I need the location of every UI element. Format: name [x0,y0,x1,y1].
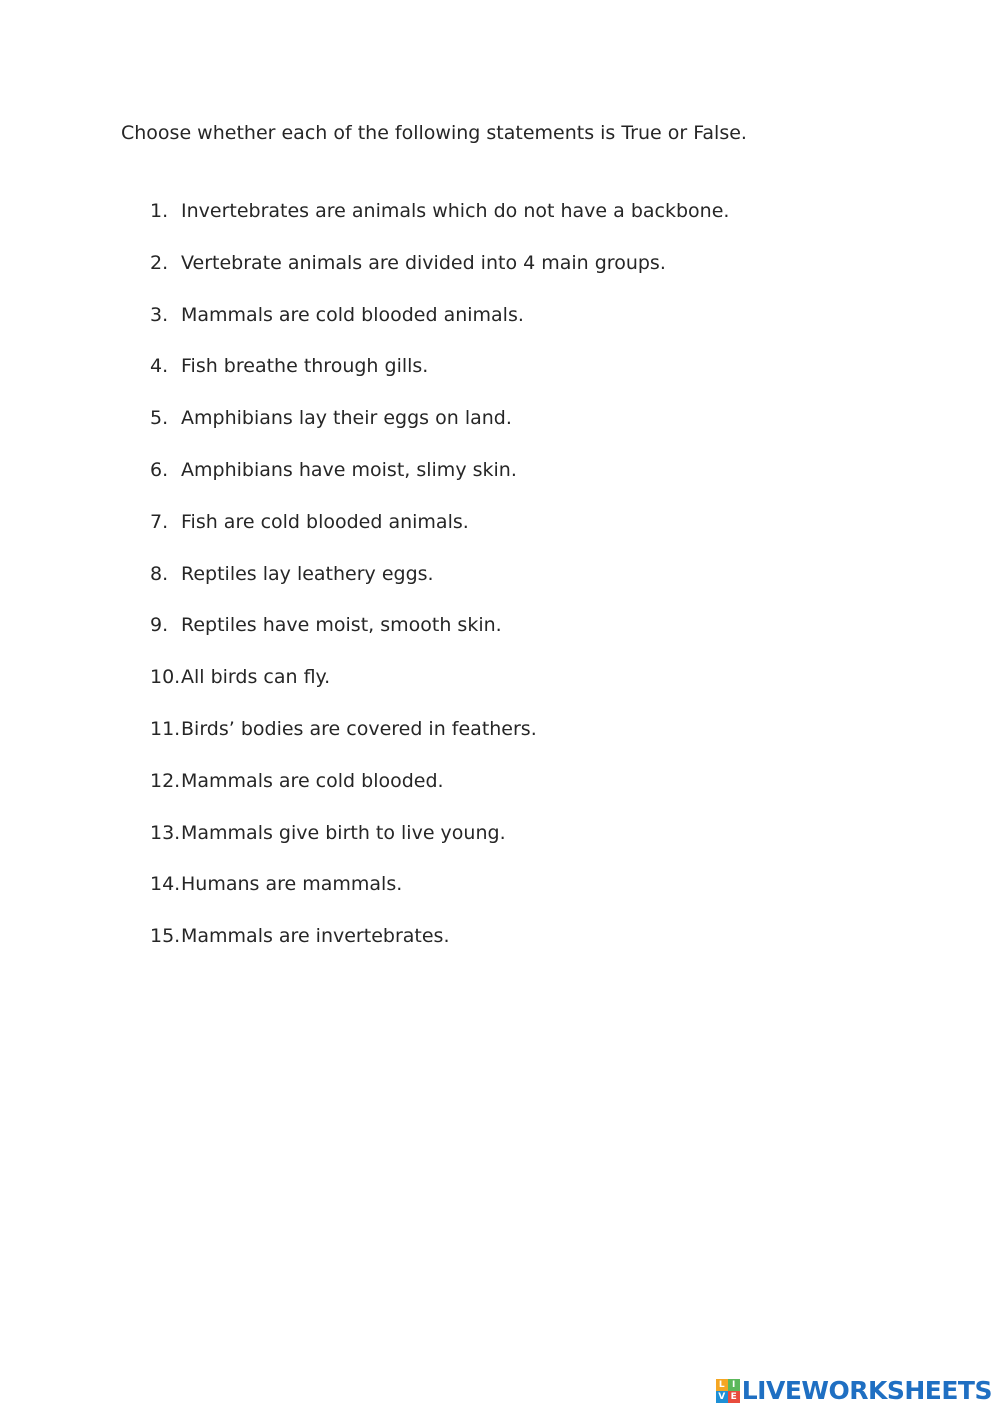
statement-text: Fish breathe through gills. [181,355,429,378]
statement-list [150,198,729,975]
statement-item [150,820,729,872]
statement-number: 15. [150,925,181,948]
logo-letter: V [716,1391,728,1403]
statement-text: Humans are mammals. [181,873,403,896]
statement-text: Mammals are cold blooded animals. [181,303,524,326]
statement-item [150,457,729,509]
logo-letter: L [716,1379,728,1391]
statement-item [150,664,729,716]
statement-text: Invertebrates are animals which do not have a backbone. [181,200,730,222]
logo-letter: I [728,1379,740,1391]
statement-text: Mammals give birth to live young. [181,821,506,844]
statement-number: 13. [150,821,181,844]
statement-number: 6. [150,458,169,481]
statement-text: Mammals are invertebrates. [181,925,450,948]
statement-text: Reptiles have moist, smooth skin. [181,614,502,637]
statement-number: 3. [150,303,169,326]
statement-item [150,768,729,820]
statement-number: 9. [150,614,169,637]
statement-number: 10. [150,666,181,689]
statement-number: 8. [150,562,169,585]
statement-text: Amphibians lay their eggs on land. [181,407,512,430]
liveworksheets-logo-icon [716,1379,740,1403]
brand-name: LIVEWORKSHEETS [741,1376,992,1405]
statement-number: 7. [150,510,169,533]
statement-text: All birds can fly. [181,666,331,689]
statement-text: Amphibians have moist, slimy skin. [181,458,517,481]
statement-item [150,871,729,923]
statement-item [150,405,729,457]
statement-text: Vertebrate animals are divided into 4 main groups. [181,251,666,274]
statement-item [150,561,729,613]
statement-item [150,250,729,302]
statement-number: 2. [150,251,169,274]
liveworksheets-brand [716,1376,992,1406]
statement-number: 14. [150,873,181,896]
statement-text: Birds’ bodies are covered in feathers. [181,717,537,740]
statement-item [150,198,729,250]
statement-item [150,612,729,664]
worksheet-instruction: Choose whether each of the following statements is True or False. [121,122,747,144]
statement-item [150,353,729,405]
statement-number: 11. [150,717,181,740]
statement-text: Fish are cold blooded animals. [181,510,469,533]
statement-item [150,923,729,975]
logo-letter: E [728,1391,740,1403]
statement-item [150,509,729,561]
statement-number: 12. [150,769,181,792]
statement-number: 4. [150,355,169,378]
statement-text: Mammals are cold blooded. [181,769,444,792]
statement-text: Reptiles lay leathery eggs. [181,562,434,585]
statement-item [150,302,729,354]
statement-number: 1. [150,200,169,222]
statement-number: 5. [150,407,169,430]
statement-item [150,716,729,768]
